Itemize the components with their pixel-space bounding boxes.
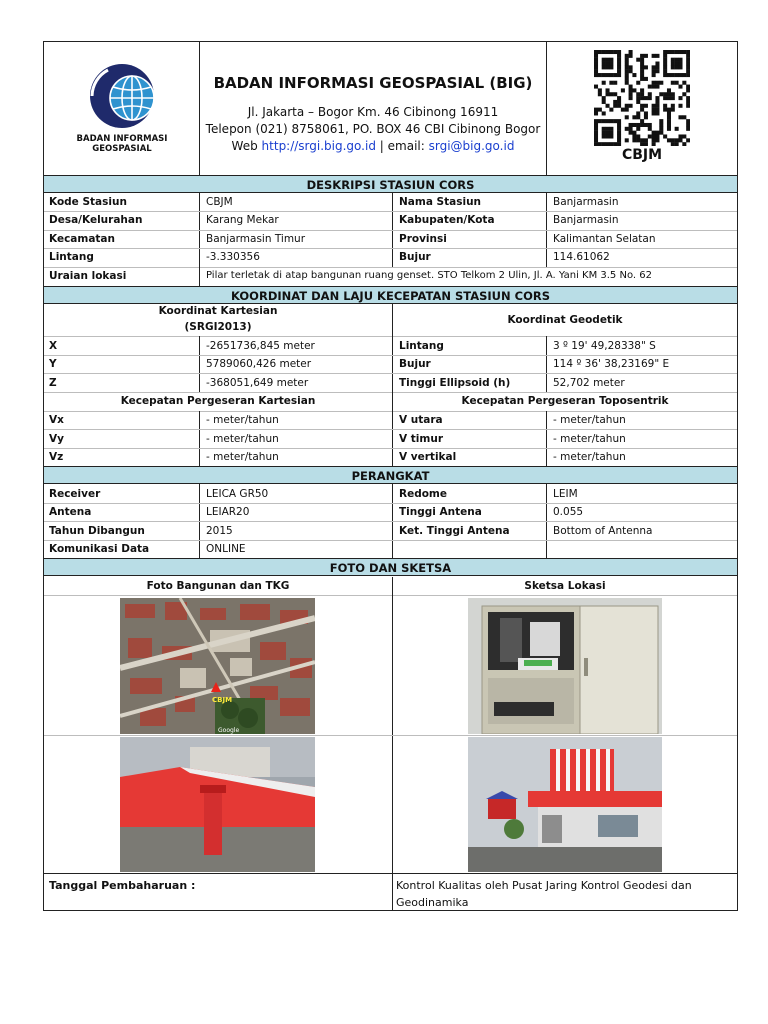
perangkat-rows-1-v2: 0.055 [553,506,584,518]
org-phone: Telepon (021) 8758061, PO. BOX 46 CBI Cibinong Bogor [205,122,541,136]
koordinat-rows-1-l2: Bujur [399,358,431,370]
deskripsi-rows-1-l2: Kabupaten/Kota [399,214,495,226]
foto-right-head: Sketsa Lokasi [524,580,606,592]
org-address: Jl. Jakarta – Bogor Km. 46 Cibinong 16911 [247,105,499,119]
uraian-label: Uraian lokasi [49,270,127,282]
section-perangkat-title: PERANGKAT [44,466,737,484]
org-contact-line [200,138,546,155]
kartesian-head-1: Koordinat Kartesian [158,305,278,317]
web-prefix: Web [231,139,258,153]
deskripsi-rows-3-l2: Bujur [399,251,431,263]
vel-kart-head: Kecepatan Pergeseran Kartesian [120,395,316,407]
perangkat-rows-1-l2: Tinggi Antena [399,506,482,518]
org-title: BADAN INFORMASI GEOSPASIAL (BIG) [213,74,533,92]
pillar-building-photo [120,737,315,872]
vel-topo-head: Kecepatan Pergeseran Toposentrik [461,395,669,407]
koordinat-rows-2-l1: Z [49,377,57,389]
perangkat-rows-1-v1: LEIAR20 [206,506,250,518]
deskripsi-rows-2-l2: Provinsi [399,233,447,245]
section-koordinat-title: KOORDINAT DAN LAJU KECEPATAN STASIUN CORS [44,286,737,304]
deskripsi-rows-0-v2: Banjarmasin [553,196,619,208]
deskripsi-rows-0-v1: CBJM [206,196,233,208]
koordinat-rows-1-v2: 114 º 36' 38,23169" E [553,358,670,370]
perangkat-rows-3-l1: Komunikasi Data [49,543,150,555]
geodetik-head: Koordinat Geodetik [507,314,623,326]
koordinat-rows-2-v1: -368051,649 meter [206,377,309,389]
deskripsi-rows-3-l1: Lintang [49,251,94,263]
perangkat-rows-3-v1: ONLINE [206,543,246,555]
koordinat-rows-0-v1: -2651736,845 meter [206,340,315,352]
big-logo [82,62,162,134]
map-marker-label: CBJM [212,696,233,704]
cors-description-sheet [43,41,738,911]
perangkat-rows-2-v2: Bottom of Antenna [553,525,653,537]
update-label: Tanggal Pembaharuan : [49,879,196,892]
deskripsi-rows-0-l2: Nama Stasiun [399,196,482,208]
logo-text-line1: BADAN INFORMASI [76,134,168,144]
perangkat-rows-2-l1: Tahun Dibangun [49,525,145,537]
deskripsi-rows-3-v1: -3.330356 [206,251,260,263]
perangkat-rows-2-v1: 2015 [206,525,233,537]
perangkat-rows-2-l2: Ket. Tinggi Antena [399,525,510,537]
deskripsi-rows-0-l1: Kode Stasiun [49,196,127,208]
telkom-building-photo [468,737,662,872]
koordinat-vel_rows-1-l2: V timur [399,433,443,445]
globe-logo-icon [82,62,162,134]
koordinat-rows-2-v2: 52,702 meter [553,377,625,389]
deskripsi-rows-1-v2: Banjarmasin [553,214,619,226]
deskripsi-rows-3-v2: 114.61062 [553,251,610,263]
koordinat-rows-0-l2: Lintang [399,340,444,352]
qc-line1: Kontrol Kualitas oleh Pusat Jaring Kontrol Geodesi dan [396,879,692,892]
qc-line2: Geodinamika [396,896,469,909]
koordinat-vel_rows-1-v1: - meter/tahun [206,433,279,445]
koordinat-vel_rows-1-v2: - meter/tahun [553,433,626,445]
koordinat-rows-1-l1: Y [49,358,57,370]
koordinat-rows-1-v1: 5789060,426 meter [206,358,312,370]
logo-text-line2: GEOSPASIAL [92,144,152,154]
location-map-photo [120,598,315,734]
station-code-label: CBJM [621,147,663,163]
koordinat-rows-0-v2: 3 º 19' 49,28338" S [553,340,656,352]
perangkat-rows-1-l1: Antena [49,506,92,518]
email-link[interactable]: srgi@big.go.id [428,139,515,153]
koordinat-vel_rows-0-l1: Vx [49,414,64,426]
perangkat-rows-0-l1: Receiver [49,488,101,500]
uraian-value: Pilar terletak di atap bangunan ruang genset. STO Telkom 2 Ulin, Jl. A. Yani KM 3.5 No. 62 [206,270,652,281]
koordinat-vel_rows-2-l1: Vz [49,451,64,463]
koordinat-vel_rows-1-l1: Vy [49,433,64,445]
koordinat-vel_rows-2-v1: - meter/tahun [206,451,279,463]
email-prefix: | email: [379,139,425,153]
deskripsi-rows-2-l1: Kecamatan [49,233,115,245]
perangkat-rows-0-l2: Redome [399,488,447,500]
web-link[interactable]: http://srgi.big.go.id [261,139,376,153]
deskripsi-rows-2-v2: Kalimantan Selatan [553,233,656,245]
kartesian-head-2: (SRGI2013) [184,321,252,333]
section-foto-title: FOTO DAN SKETSA [44,558,737,576]
map-watermark: Google [218,727,240,734]
section-deskripsi-title: DESKRIPSI STASIUN CORS [44,175,737,193]
koordinat-vel_rows-2-v2: - meter/tahun [553,451,626,463]
equipment-cabinet-photo [468,598,662,734]
qr-code-icon [594,50,690,146]
foto-left-head: Foto Bangunan dan TKG [146,580,290,592]
perangkat-rows-0-v2: LEIM [553,488,578,500]
koordinat-vel_rows-0-l2: V utara [399,414,443,426]
koordinat-vel_rows-0-v1: - meter/tahun [206,414,279,426]
koordinat-vel_rows-2-l2: V vertikal [399,451,457,463]
qr-code [594,50,690,146]
koordinat-rows-2-l2: Tinggi Ellipsoid (h) [399,377,511,389]
perangkat-rows-0-v1: LEICA GR50 [206,488,269,500]
deskripsi-rows-1-v1: Karang Mekar [206,214,279,226]
koordinat-rows-0-l1: X [49,340,58,352]
deskripsi-rows-1-l1: Desa/Kelurahan [49,214,143,226]
deskripsi-rows-2-v1: Banjarmasin Timur [206,233,306,245]
koordinat-vel_rows-0-v2: - meter/tahun [553,414,626,426]
